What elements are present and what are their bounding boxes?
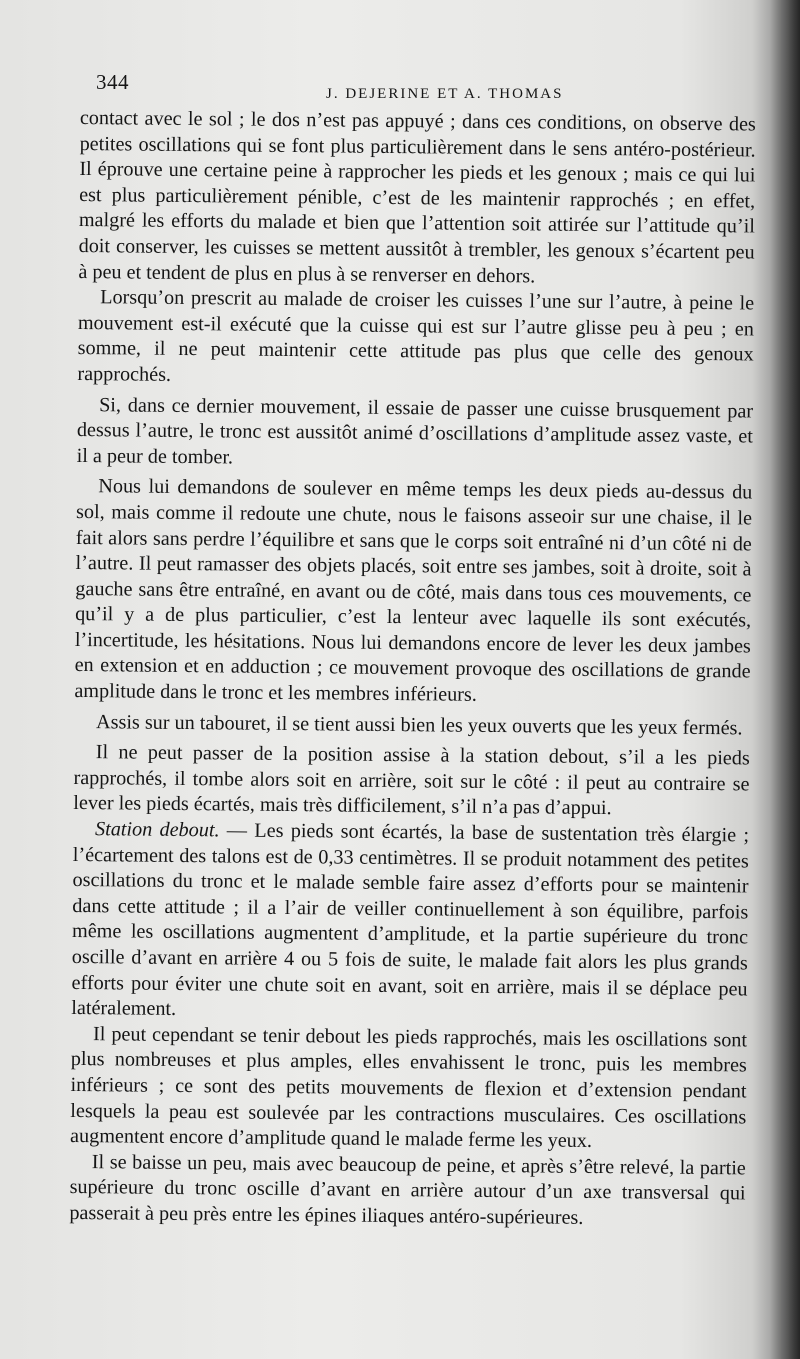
body-text	[69, 106, 756, 1233]
paragraph-9	[69, 1150, 746, 1233]
page-number: 344	[96, 70, 129, 94]
paragraph-6-text: Il ne peut passer de la position assise à la station debout, s’il a les pieds rapprochés, il tombe alors soit en arrière, soit sur le côté : il peut au contraire se lever les pieds écartés, mais très difficilement, s’il n’a pas d’appui.	[73, 741, 750, 820]
paragraph-5	[74, 710, 750, 742]
section-heading-station-debout: Station debout.	[94, 818, 220, 842]
paragraph-4	[74, 474, 752, 711]
paragraph-7-text: — Les pieds sont écartés, la base de sustentation très élargie ; l’écartement des talons est de 0,33 centimètres. Il se produit notamment des petites oscillations du tronc et le malade semble faire assez d’efforts pour se maintenir dans cette attitude ; il a l’air de veiller continuellement à son équilibre, parfois même les oscillations augmentent d’amplitude, et la partie supérieure du tronc oscille d’avant en arrière 4 ou 5 fois de suite, le malade fait alors les plus grands efforts pour éviter une chute soit en avant, soit en arrière, mais il se déplace peu latéralement.	[71, 819, 750, 1021]
paragraph-2-text: Lorsqu’on prescrit au malade de croiser les cuisses l’une sur l’autre, à peine le mouvement est-il exécuté que la cuisse qui est sur l’autre glisse peu à peu ; en somme, il ne peut maintenir cette attitude pas plus que celle des genoux rapprochés.	[77, 286, 755, 386]
paragraph-1	[78, 106, 756, 292]
page-edge-shadow	[770, 0, 800, 1359]
paragraph-8	[70, 1022, 747, 1156]
paragraph-4-text: Nous lui demandons de soulever en même temps les deux pieds au-dessus du sol, mais comme il redoute une chute, nous le faisons asseoir sur une chaise, il le fait alors sans perdre l’équilibre et sans que le corps soit entraîné ni d’un côté ni de l’autre. Il peut ramasser des objets placés, soit entre ses jambes, soit à droite, soit à gauche sans être entraîné, en avant ou de côté, mais dans tous ces mouvements, ce qu’il y a de plus particulier, c’est la lenteur avec laquelle ils sont exécutés, l’incertitude, les hésitations. Nous lui demandons encore de lever les deux jambes en extension et en adduction ; ce mouvement provoque des oscillations de grande amplitude dans le tronc et les membres inférieurs.	[74, 475, 753, 706]
paragraph-7	[71, 817, 749, 1028]
paragraph-8-text: Il peut cependant se tenir debout les pieds rapprochés, mais les oscillations sont plus nombreuses et plus amples, elles envahissent le tronc, puis les membres inférieurs ; ce sont des petits mouvements de flexion et d’extension pendant lesquels la peau est soulevée par les contractions musculaires. Ces oscillations augmentent encore d’amplitude quand le malade ferme les yeux.	[70, 1022, 748, 1153]
paragraph-1-text: contact avec le sol ; le dos n’est pas appuyé ; dans ces conditions, on observe des petites oscillations qui se font plus particulièrement dans le sens antéro-postérieur. Il éprouve une certaine peine à rapprocher les pieds et les genoux ; mais ce qui lui est plus particulièrement pénible, c’est de les maintenir rapprochés ; en effet, malgré les efforts du malade et bien que l’attention soit attirée sur l’attitude qu’il doit conserver, les cuisses se mettent aussitôt à trembler, les genoux s’écartent peu à peu et tendent de plus en plus à se renverser en dehors.	[78, 106, 756, 287]
paragraph-9-text: Il se baisse un peu, mais avec beaucoup de peine, et après s’être relevé, la partie supérieure du tronc oscille d’avant en arrière autour d’un axe transversal qui passerait à peu près entre les épines iliaques antéro-supérieures.	[69, 1150, 746, 1229]
paragraph-6	[73, 740, 750, 823]
paragraph-2	[77, 285, 754, 394]
paragraph-3	[77, 393, 754, 476]
paragraph-5-text: Assis sur un tabouret, il se tient aussi bien les yeux ouverts que les yeux fermés.	[95, 710, 743, 740]
paragraph-3-text: Si, dans ce dernier mouvement, il essaie de passer une cuisse brusquement par dessus l’autre, le tronc est aussitôt animé d’oscillations d’amplitude assez vaste, et il a peur de tomber.	[76, 393, 754, 469]
running-head: J. DEJERINE ET A. THOMAS	[326, 86, 564, 102]
page-header	[96, 70, 756, 104]
